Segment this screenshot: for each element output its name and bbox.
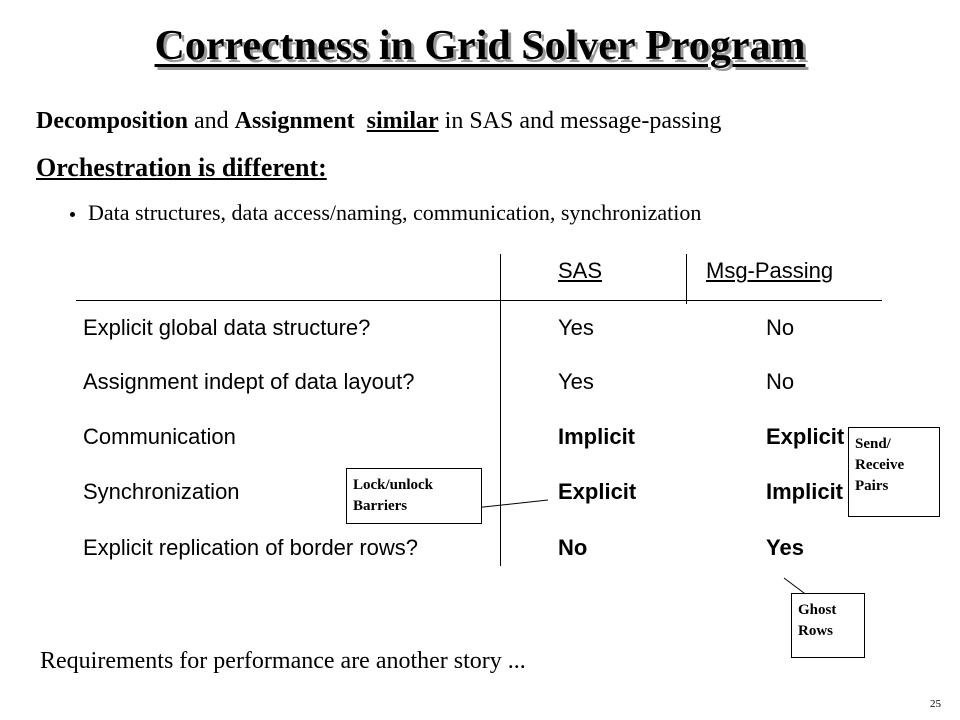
row-label: Communication [83,424,236,449]
footer-text: Requirements for performance are another story ... [40,648,526,674]
orchestration-heading: Orchestration is different: [36,153,327,182]
msg-cell: No [766,315,795,340]
send-receive-callout: Send/ Receive Pairs [848,427,940,517]
ghost-rows-callout: Ghost Rows [791,593,865,658]
bullet-text: Data structures, data access/naming, communication, synchronization [88,200,702,225]
msg-cell: Yes [766,535,804,560]
msg-cell: Implicit [766,479,844,504]
lock-connector-line [474,500,548,508]
sas-cell: Yes [558,315,594,340]
intro-line: Decomposition and Assignment similar in SAS and message-passing [36,108,722,134]
page-number: 25 [930,698,941,710]
lock-barriers-callout: Lock/unlock Barriers [346,468,482,524]
column-header-sas: SAS [558,258,603,283]
column-header-msg-passing: Msg-Passing [706,258,834,283]
slide-title: Correctness in Grid Solver Program [154,23,806,69]
row-label: Explicit replication of border rows? [83,535,419,560]
sas-cell: Explicit [558,479,637,504]
decomposition-term: Decomposition [36,108,188,134]
assignment-term: Assignment [234,108,355,134]
row-label: Explicit global data structure? [83,315,371,340]
row-label: Synchronization [83,479,240,504]
sas-cell: Yes [558,369,594,394]
sas-cell: No [558,535,588,560]
msg-cell: No [766,369,795,394]
similar-term: similar [366,108,439,134]
sas-cell: Implicit [558,424,636,449]
row-label: Assignment indept of data layout? [83,369,415,394]
msg-cell: Explicit [766,424,845,449]
